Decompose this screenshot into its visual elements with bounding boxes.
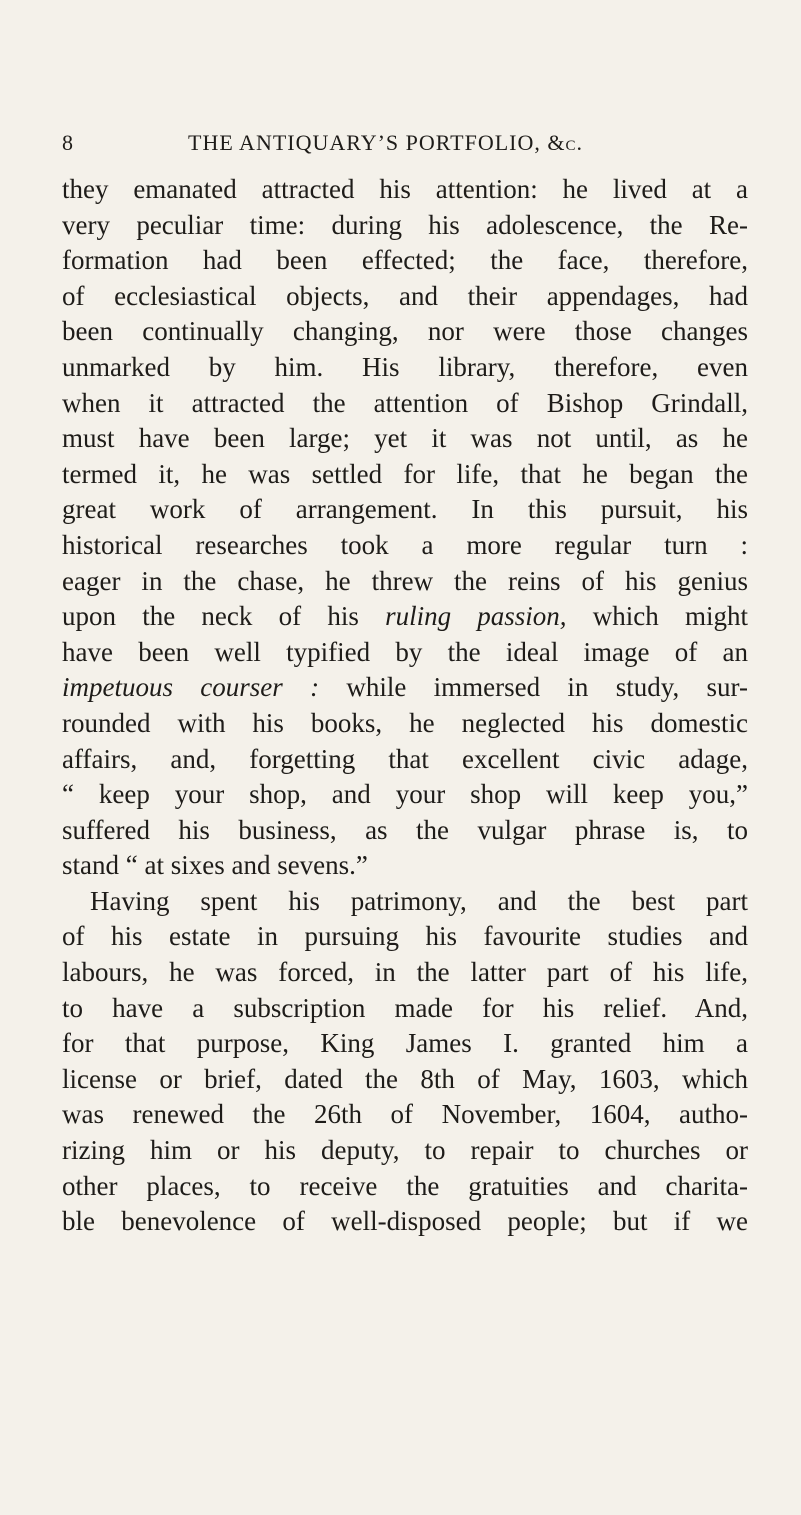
text-line: unmarked by him. His library, therefore, even <box>62 351 748 382</box>
text-line: for that purpose, King James I. granted him a <box>62 1028 748 1059</box>
text-line: formation had been effected; the face, therefore, <box>62 245 748 276</box>
text-line: historical researches took a more regular turn : <box>62 529 748 560</box>
text-line: ble benevolence of well-disposed people; but if we <box>62 1206 748 1237</box>
text-line: have been well typified by the ideal image of an <box>62 636 748 667</box>
page-header <box>62 130 742 166</box>
text-span: upon the neck of his <box>62 601 386 632</box>
text-line: termed it, he was settled for life, that he began the <box>62 458 748 489</box>
text-line: other places, to receive the gratuities and charita- <box>62 1170 748 1201</box>
text-line: must have been large; yet it was not until, as he <box>62 423 748 454</box>
italic-phrase: ruling passion, <box>385 601 567 632</box>
running-title: THE ANTIQUARY’S PORTFOLIO, &c. <box>188 130 583 155</box>
text-line: Having spent his patrimony, and the best part <box>90 885 748 916</box>
text-line: of his estate in pursuing his favourite studies and <box>62 921 748 952</box>
text-line: “ keep your shop, and your shop will keep you,” <box>62 779 748 810</box>
text-span: which might <box>566 601 748 632</box>
text-line: stand “ at sixes and sevens.” <box>62 850 368 881</box>
text-line: when it attracted the attention of Bishop Grindall, <box>62 387 748 418</box>
text-line: rounded with his books, he neglected his domestic <box>62 707 748 738</box>
page-number: 8 <box>62 130 74 155</box>
text-line: suffered his business, as the vulgar phrase is, to <box>62 814 748 845</box>
text-line: was renewed the 26th of November, 1604, autho- <box>62 1099 748 1130</box>
text-line: rizing him or his deputy, to repair to churches or <box>62 1135 748 1166</box>
text-line <box>62 670 748 706</box>
text-line: great work of arrangement. In this pursuit, his <box>62 494 748 525</box>
text-line: of ecclesiastical objects, and their appendages, had <box>62 280 748 311</box>
text-span: while immersed in study, sur- <box>319 672 748 703</box>
text-line: eager in the chase, he threw the reins of his genius <box>62 565 748 596</box>
text-line: labours, he was forced, in the latter part of his life, <box>62 957 748 988</box>
text-line: very peculiar time: during his adolescence, the Re- <box>62 209 748 240</box>
text-line: they emanated attracted his attention: he lived at a <box>62 174 748 204</box>
text-line: license or brief, dated the 8th of May, 1603, which <box>62 1063 748 1094</box>
text-line: affairs, and, forgetting that excellent civic adage, <box>62 743 748 774</box>
text-line <box>62 599 748 635</box>
italic-phrase: impetuous courser : <box>62 672 320 703</box>
text-line: to have a subscription made for his relief. And, <box>62 992 748 1023</box>
body-text <box>62 172 748 1240</box>
text-line: been continually changing, nor were those changes <box>62 316 748 347</box>
